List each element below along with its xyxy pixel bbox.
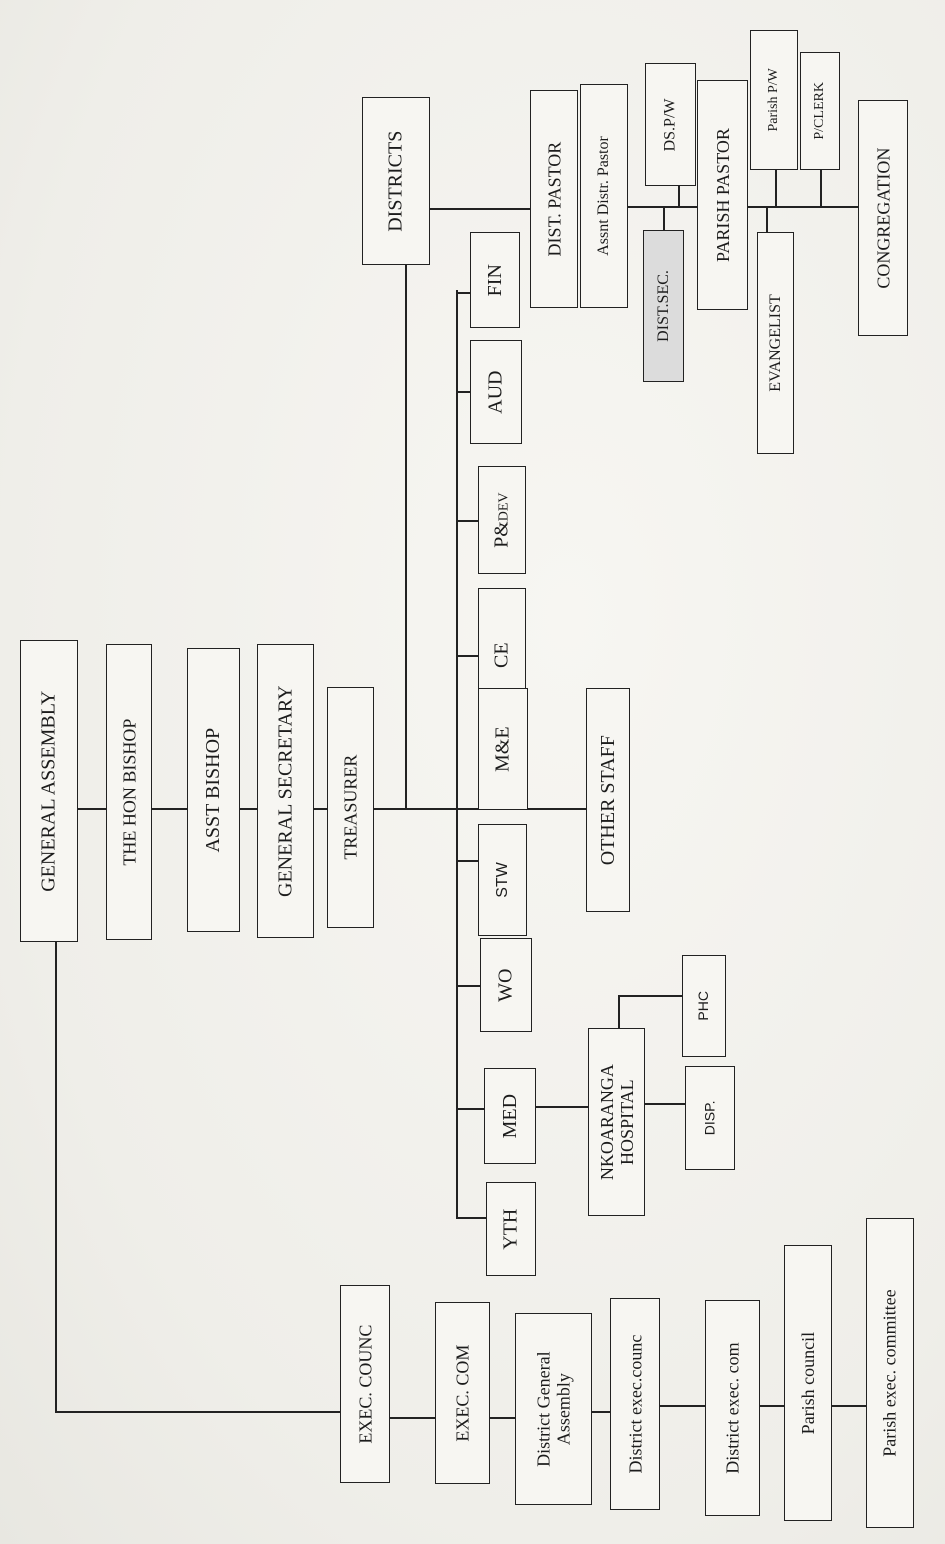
connector-councils — [660, 1405, 705, 1407]
general-secretary-label: GENERAL SECRETARY — [274, 685, 297, 897]
connector-pclerk — [820, 170, 822, 208]
district-exec-com-label: District exec. com — [722, 1342, 743, 1474]
asst-dist-pastor-box — [580, 84, 628, 308]
wo-box — [480, 938, 532, 1032]
connector-officers — [78, 808, 106, 810]
asst-bishop-box — [187, 648, 240, 932]
connector-councils — [760, 1405, 784, 1407]
stw-label: STW — [493, 862, 511, 898]
connector-med-hospital — [536, 1106, 588, 1108]
phc-box — [682, 955, 726, 1057]
connector-councils — [592, 1411, 610, 1413]
disp-label: DISP. — [701, 1100, 718, 1136]
general-assembly-box — [20, 640, 78, 942]
dist-pastor-box — [530, 90, 578, 308]
connector-hospital-phc — [618, 995, 620, 1028]
med-box — [484, 1068, 536, 1164]
nkoaranga-hospital-label — [596, 1064, 636, 1180]
yth-label: YTH — [499, 1208, 522, 1250]
fin-box — [470, 232, 520, 328]
districts-label: DISTRICTS — [384, 130, 407, 232]
connector-districts-pastor — [430, 208, 530, 210]
congregation-box — [858, 100, 908, 336]
hon-bishop-label: THE HON BISHOP — [118, 718, 139, 866]
district-exec-counc-box — [610, 1298, 660, 1510]
asst-bishop-label: ASST BISHOP — [202, 727, 225, 853]
hospital-line1: NKOARANGA — [596, 1064, 617, 1180]
m-e-label: M&E — [491, 726, 514, 772]
connector-stw — [456, 860, 478, 862]
parish-pw-label: Parish P/W — [766, 68, 782, 132]
dist-sec-label: DIST.SEC. — [654, 270, 672, 342]
aud-box — [470, 340, 522, 444]
connector-councils — [832, 1405, 866, 1407]
connector-wo — [456, 985, 480, 987]
disp-box — [685, 1066, 735, 1170]
stw-box — [478, 824, 527, 936]
evangelist-box — [757, 232, 794, 454]
connector-fin — [456, 292, 470, 294]
parish-council-label: Parish council — [797, 1331, 818, 1435]
connector-aud — [456, 391, 470, 393]
parish-pastor-box — [697, 80, 748, 310]
ds-pw-label: DS.P/W — [661, 98, 679, 151]
p-dev-sub: DEV — [496, 492, 512, 522]
parish-pastor-label: PARISH PASTOR — [712, 128, 733, 262]
district-general-assembly-box — [515, 1313, 592, 1505]
connector-pdev — [456, 520, 478, 522]
connector-districts — [405, 265, 407, 810]
p-clerk-box — [800, 52, 840, 170]
yth-box — [486, 1182, 536, 1276]
exec-counc-box — [340, 1285, 390, 1483]
phc-label: PHC — [695, 991, 712, 1021]
connector-councils — [490, 1417, 515, 1419]
parish-council-box — [784, 1245, 832, 1521]
other-staff-box — [586, 688, 630, 912]
general-assembly-label: GENERAL ASSEMBLY — [37, 690, 60, 892]
connector-officers — [240, 808, 257, 810]
treasurer-label: TREASURER — [340, 754, 361, 861]
other-staff-label: OTHER STAFF — [596, 734, 619, 866]
hon-bishop-box — [106, 644, 152, 940]
connector-officers — [314, 808, 327, 810]
fin-label: FIN — [483, 263, 506, 297]
connector-evangelist — [766, 206, 768, 232]
ce-label: CE — [490, 642, 513, 668]
med-label: MED — [498, 1093, 521, 1139]
wo-label: WO — [494, 968, 517, 1002]
connector-departments — [456, 290, 458, 1218]
districts-box — [362, 97, 430, 265]
dist-sec-box — [643, 230, 684, 382]
nkoaranga-hospital-box — [588, 1028, 645, 1216]
asst-dist-pastor-label: Assnt Distr. Pastor — [595, 136, 613, 256]
district-exec-counc-label: District exec.counc — [624, 1334, 645, 1474]
evangelist-label: EVANGELIST — [766, 294, 784, 392]
connector-yth — [456, 1217, 486, 1219]
connector-officers — [152, 808, 187, 810]
connector-ds-pw — [678, 186, 680, 208]
congregation-label: CONGREGATION — [872, 147, 893, 289]
p-clerk-label: P/CLERK — [812, 82, 828, 140]
general-secretary-box — [257, 644, 314, 938]
connector-med — [456, 1108, 484, 1110]
parish-exec-committee-label: Parish exec. committee — [879, 1289, 900, 1457]
connector-ce — [456, 655, 478, 657]
dga-line1: District General — [533, 1351, 554, 1467]
parish-exec-committee-box — [866, 1218, 914, 1528]
ds-pw-box — [645, 63, 696, 186]
dist-pastor-label: DIST. PASTOR — [543, 141, 564, 257]
connector-parish-pw — [775, 170, 777, 208]
p-dev-label — [491, 492, 513, 547]
p-dev-main: P& — [490, 521, 513, 548]
treasurer-box — [327, 687, 374, 928]
exec-com-box — [435, 1302, 490, 1484]
aud-label: AUD — [484, 370, 507, 414]
connector-hospital-disp — [645, 1103, 685, 1105]
connector-ga-exec — [55, 1411, 340, 1413]
district-general-assembly-label — [533, 1351, 573, 1466]
connector-dist-sec — [663, 206, 665, 230]
connector-ga-exec — [55, 942, 57, 1412]
district-exec-com-box — [705, 1300, 760, 1516]
exec-counc-label: EXEC. COUNC — [354, 1324, 375, 1444]
m-e-box — [478, 688, 528, 810]
dga-line2: Assembly — [553, 1373, 574, 1446]
connector-councils — [390, 1417, 435, 1419]
parish-pw-box — [750, 30, 798, 170]
connector-hospital-phc — [618, 995, 682, 997]
exec-com-label: EXEC. COM — [452, 1344, 473, 1442]
p-dev-box — [478, 466, 526, 574]
hospital-line2: HOSPITAL — [616, 1079, 637, 1165]
